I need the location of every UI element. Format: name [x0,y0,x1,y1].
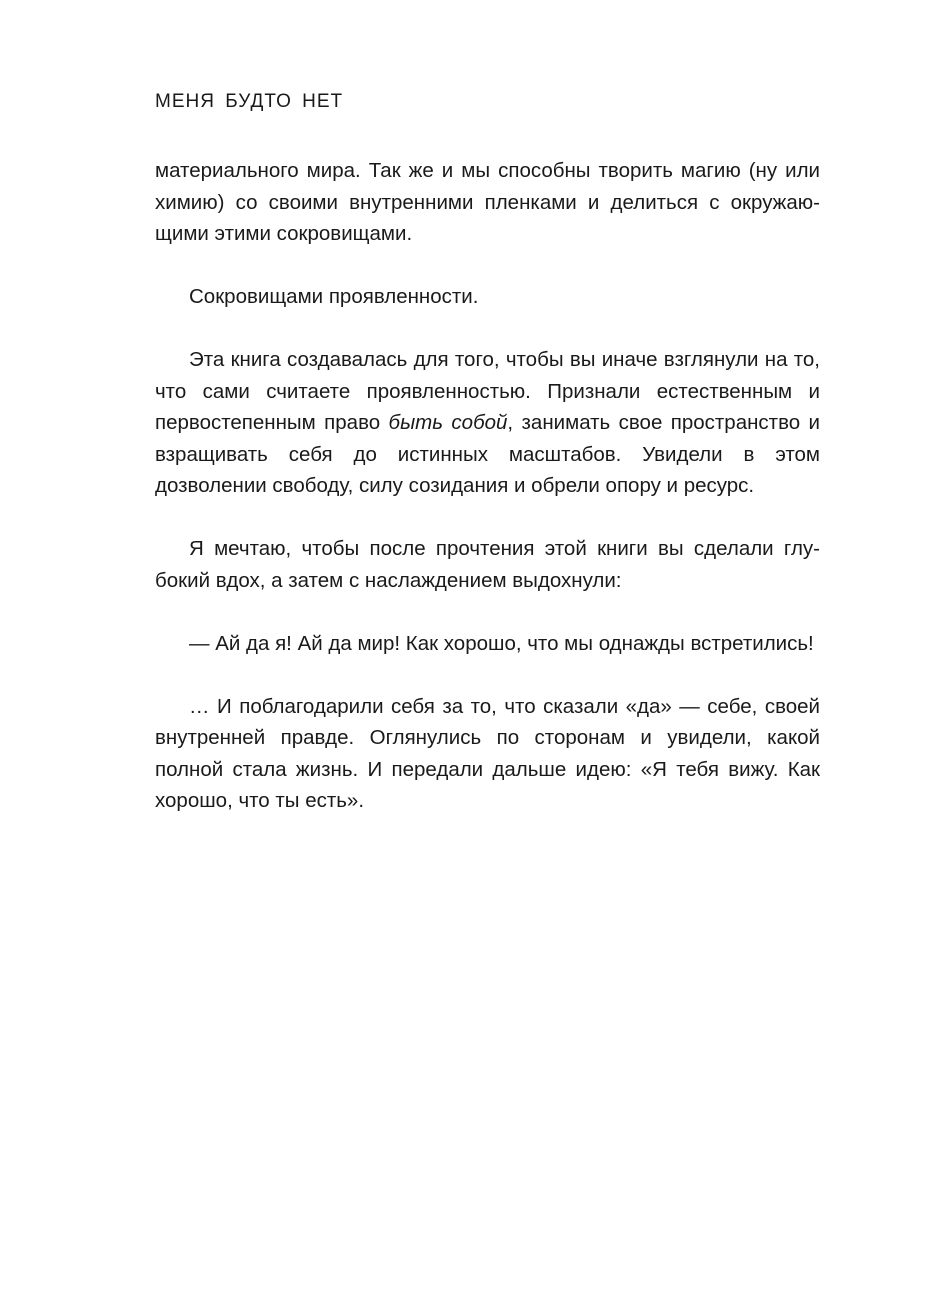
paragraph-4: Я мечтаю, чтобы после прочтения этой книги вы сделали глубокий вдох, а затем с наслаждением выдохнули: [155,537,820,592]
paragraph-2: Сокровищами проявленности. [189,285,479,308]
paragraph-3 [155,344,820,502]
paragraph-1: материального мира. Так же и мы способны творить магию (ну или химию) со своими внутренними пленками и делиться с окружающими этими сокровищами. [155,159,820,245]
body-text [155,155,820,817]
running-head-title: МЕНЯ БУДТО НЕТ [155,91,344,112]
paragraph-3-text-before: Эта книга создавалась для того, чтобы вы иначе взглянули на то, что сами считаете проявленностью. Признали естественным и первостепенным право [155,348,820,434]
paragraph-3-emphasis: быть собой [388,411,508,434]
paragraph-6: … И поблагодарили себя за то, что сказали «да» — себе, своей внутренней правде. Оглянулись по сторонам и увидели, какой полной стала жизнь. И передали дальше идею: «Я тебя вижу. Как хорошо, что ты есть». [155,694,820,812]
paragraph-3-text-after: , занимать свое пространство и взращивать себя до истинных масштабов. Увидели в этом дозволении свободу, силу созидания и обрели опору и ресурс. [155,411,820,497]
paragraph-5-dialogue: — Ай да я! Ай да мир! Как хорошо, что мы однажды встретились! [189,631,814,655]
